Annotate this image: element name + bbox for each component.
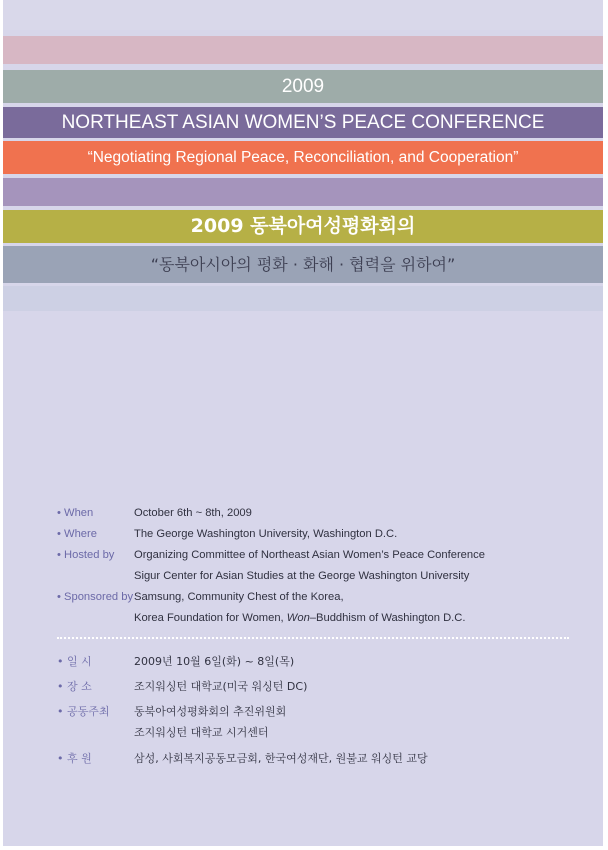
where-label: • Where [57,528,97,540]
when-value: October 6th ~ 8th, 2009 [134,507,252,519]
korean-sponsor-label: • 후 원 [57,752,92,765]
where-value: The George Washington University, Washington D.C. [134,528,398,540]
sponsored-value-2c: –Buddhism of Washington D.C. [309,612,466,624]
korean-date-value: 2009년 10월 6일(화) ~ 8일(목) [134,655,295,668]
conference-subtitle: “Negotiating Regional Peace, Reconciliation, and Cooperation” [87,149,519,166]
hosted-label: • Hosted by [57,549,115,561]
korean-host-label: • 공동주최 [57,705,110,718]
sponsored-value-2b: Won [286,612,310,624]
light-band [3,286,603,311]
korean-subtitle: “동북아시아의 평화 · 화해 · 협력을 위하여” [150,255,456,274]
lavender-band [3,178,603,206]
korean-host-value-2: 조지워싱턴 대학교 시거센터 [134,726,269,739]
korean-title: 2009 동북아여성평화회의 [190,215,416,237]
when-label: • When [57,507,94,519]
pink-band [3,36,603,64]
korean-sponsor-value: 삼성, 사회복지공동모금회, 한국여성재단, 원불교 워싱턴 교당 [134,752,428,765]
sponsored-value-2a: Korea Foundation for Women, [134,612,287,624]
poster-page [3,0,603,846]
hosted-value-2: Sigur Center for Asian Studies at the George Washington University [134,570,470,582]
korean-place-value: 조지워싱턴 대학교(미국 워싱턴 DC) [134,680,308,693]
top-band [3,0,603,30]
sponsored-label: • Sponsored by [57,591,134,603]
sponsored-value-2 [134,612,465,624]
conference-year: 2009 [281,76,325,97]
korean-host-value-1: 동북아여성평화회의 추진위원회 [134,705,287,718]
conference-title: NORTHEAST ASIAN WOMEN’S PEACE CONFERENCE [61,112,545,133]
dotted-divider [57,637,569,639]
korean-place-label: • 장 소 [57,680,92,693]
hosted-value-1: Organizing Committee of Northeast Asian Women’s Peace Conference [134,549,485,561]
sponsored-value-1: Samsung, Community Chest of the Korea, [134,591,344,603]
korean-date-label: • 일 시 [57,655,92,668]
